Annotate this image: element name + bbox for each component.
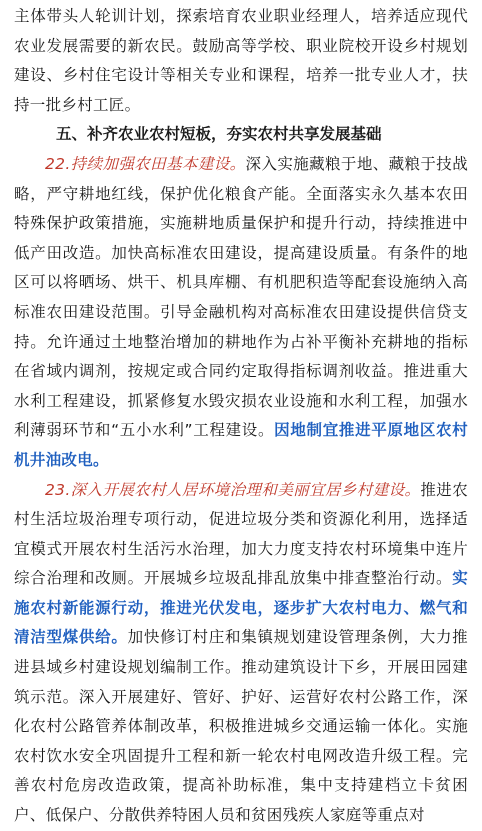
paragraph-item-23 <box>14 476 468 831</box>
item-23-body-1: 推进农村生活垃圾治理专项行动，促进垃圾分类和资源化利用，选择适宜模式开展农村生活污水治理，加大力度支持农村环境集中连片综合治理和改厕。开展城乡垃圾乱排乱放集中排查整治行动。 <box>14 480 469 588</box>
item-23-emphasis: 实施农村新能源行动，推进光伏发电，逐步扩大农村电力、燃气和清洁型煤供给。 <box>14 569 468 647</box>
item-22-title: 22.持续加强农田基本建设。 <box>45 154 246 173</box>
item-22-body: 深入实施藏粮于地、藏粮于技战略，严守耕地红线，保护优化粮食产能。全面落实永久基本农田特殊保护政策措施，实施耕地质量保护和提升行动，持续推进中低产田改造。加快高标准农田建设，提高建设质量。有条件的地区可以将晒场、烘干、机具库棚、有机肥积造等配套设施纳入高标准农田建设范围。引导金融机构对高标准农田建设提供信贷支持。允许通过土地整治增加的耕地作为占补平衡补充耕地的指标在省域内调剂，按规定或合同约定取得指标调剂收益。推进重大水利工程建设，抓紧修复水毁灾损农业设施和水利工程，加强水利薄弱环节和“五小水利”工程建设。 <box>14 154 468 440</box>
item-22-emphasis: 因地制宜推进平原地区农村机井油改电。 <box>14 421 468 469</box>
item-23-title: 23.深入开展农村人居环境治理和美丽宜居乡村建设。 <box>45 480 421 499</box>
paragraph-item-22 <box>14 150 468 476</box>
item-23-body-2: 加快修订村庄和集镇规划建设管理条例，大力推进县域乡村建设规划编制工作。推动建筑设计下乡，开展田园建筑示范。深入开展建好、管好、护好、运营好农村公路工作，深化农村公路管养体制改革，积极推进城乡交通运输一体化。实施农村饮水安全巩固提升工程和新一轮农村电网改造升级工程。完善农村危房改造政策，提高补助标准，集中支持建档立卡贫困户、低保户、分散供养特困人员和贫困残疾人家庭等重点对 <box>14 628 468 825</box>
paragraph-intro: 主体带头人轮训计划，探索培育农业职业经理人，培养适应现代农业发展需要的新农民。鼓励高等学校、职业院校开设乡村规划建设、乡村住宅设计等相关专业和课程，培养一批专业人才，扶持一批乡村工匠。 <box>14 7 468 114</box>
section-heading: 五、补齐农业农村短板，夯实农村共享发展基础 <box>56 125 382 144</box>
